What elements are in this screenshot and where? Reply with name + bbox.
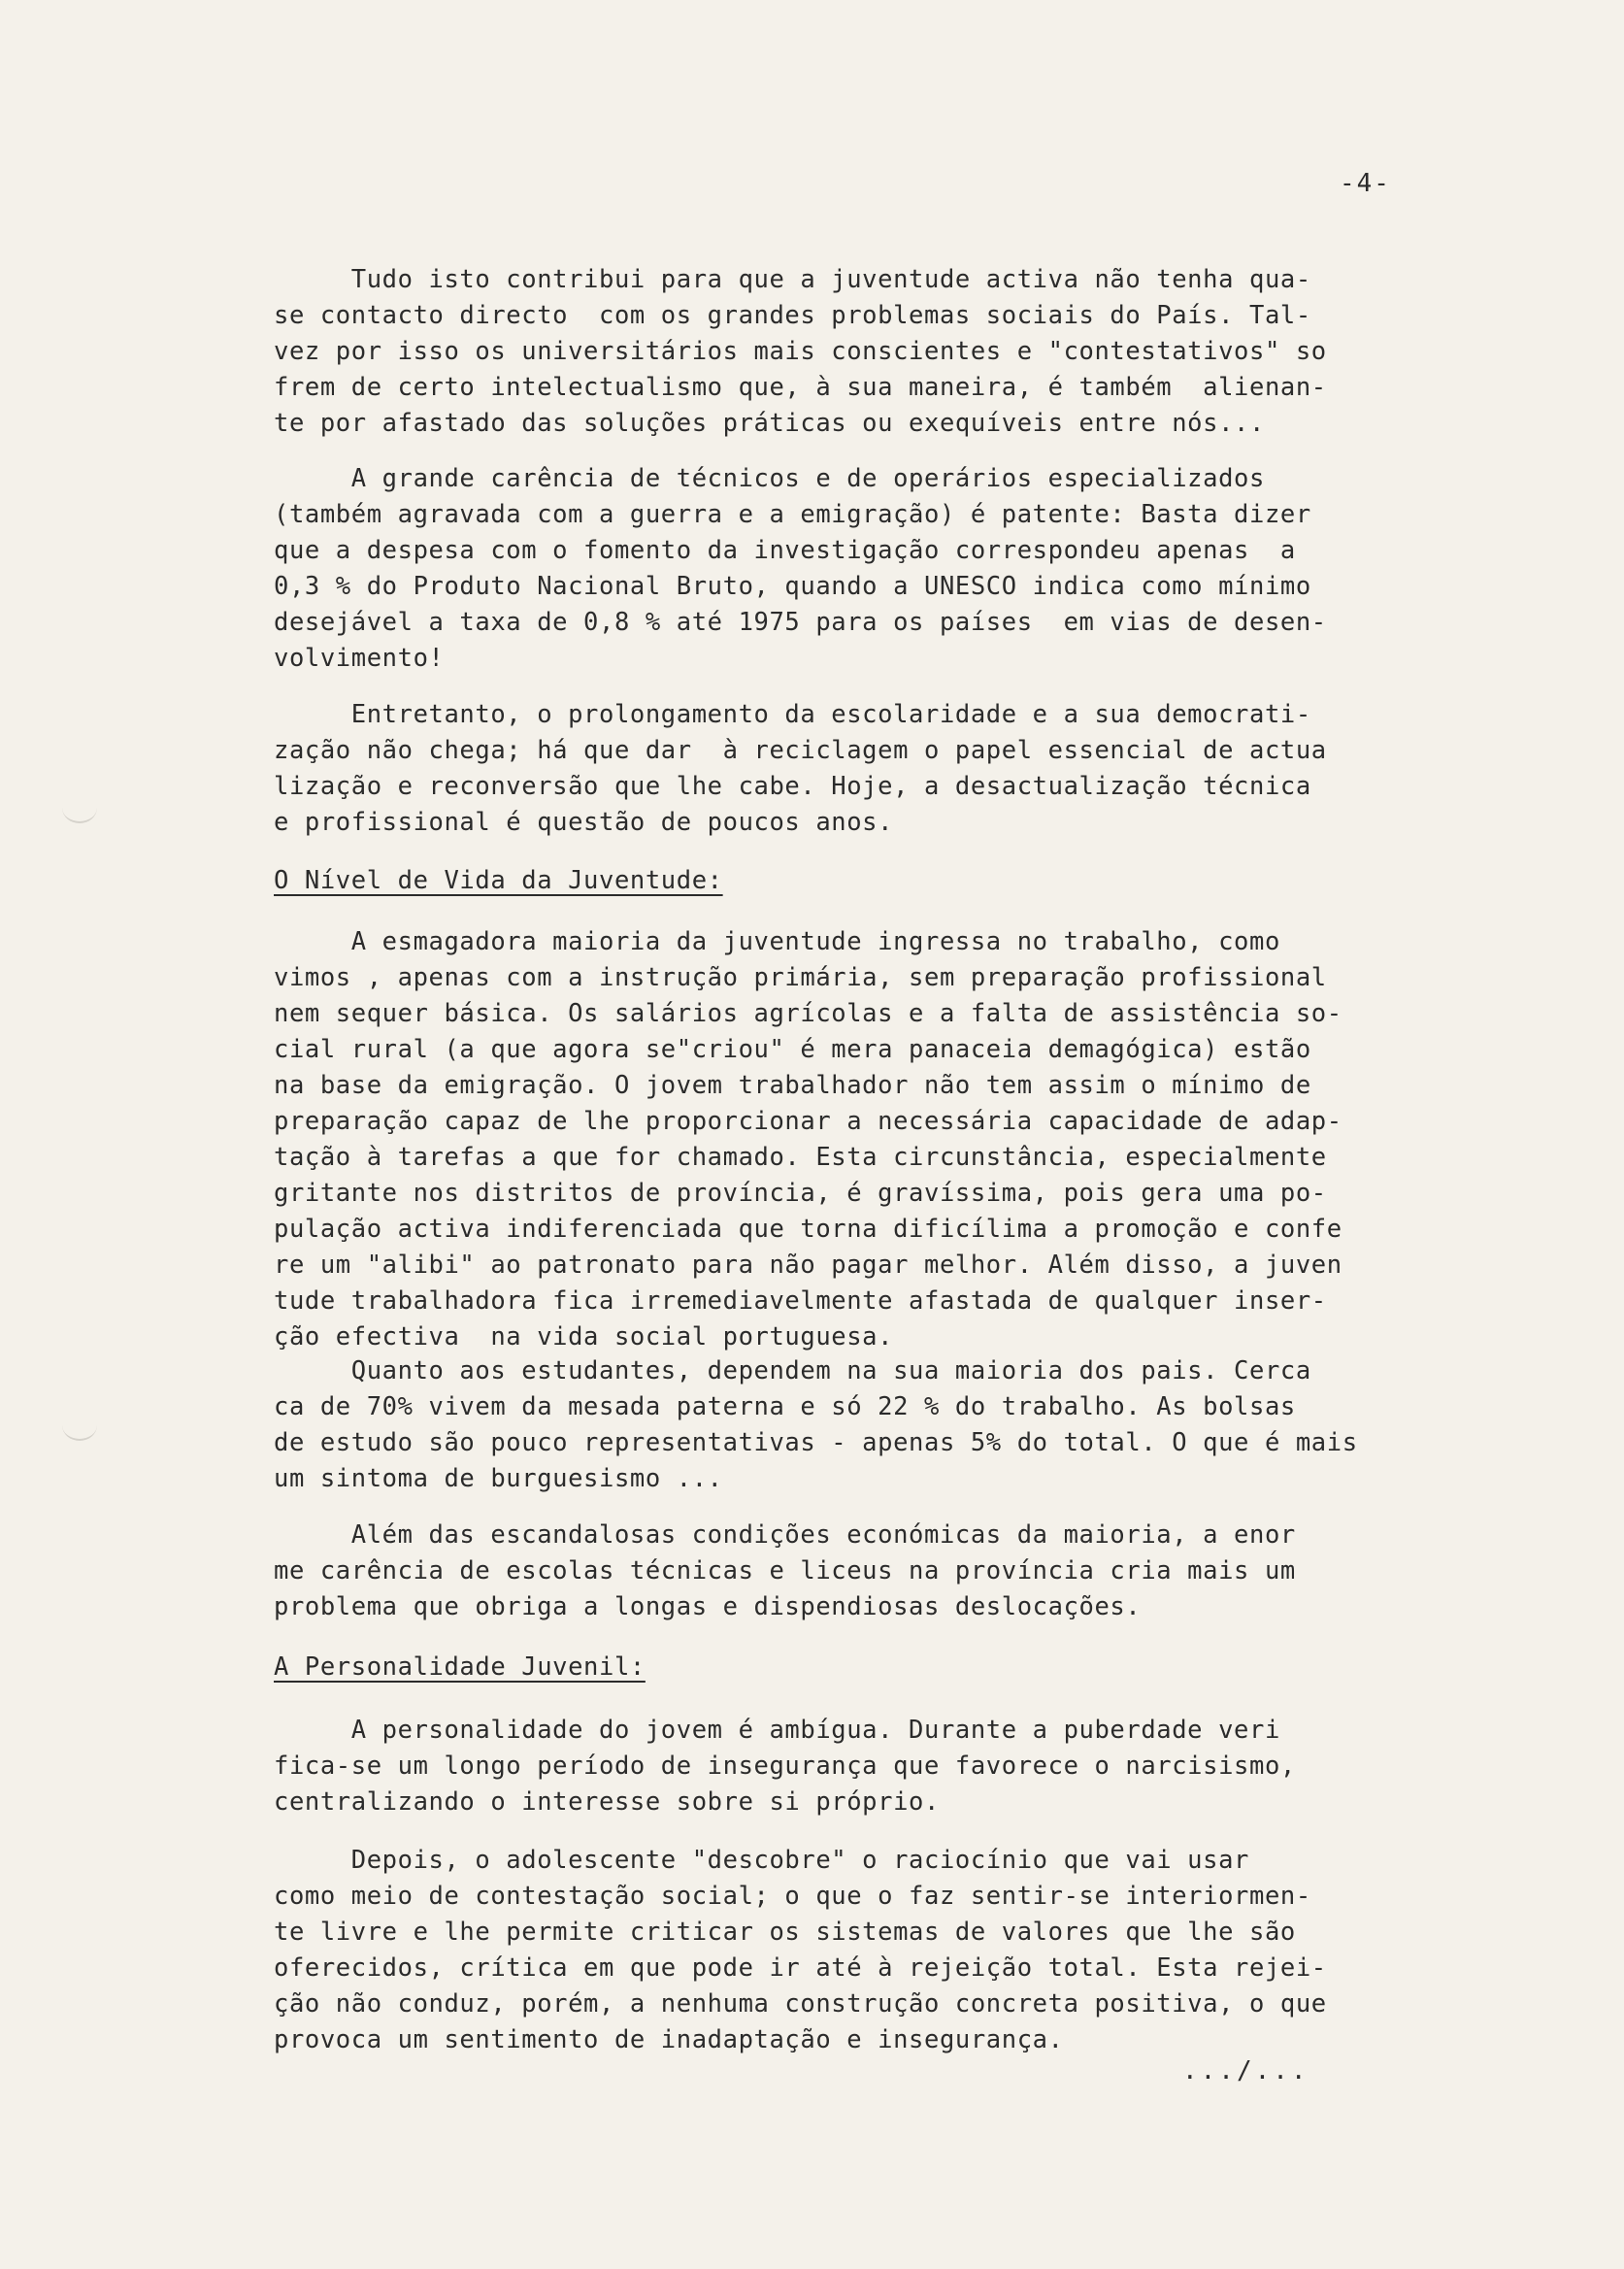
page-number: -4-	[1340, 169, 1391, 198]
paragraph-adolescente: Depois, o adolescente "descobre" o raciocínio que vai usar como meio de contestação social; o que o faz sentir-se interiormen- te livre e lhe permite criticar os sistemas de valores que lhe são oferecidos, crítica em que pode ir até à rejeição total. Esta rejei- ção não conduz, porém, a nenhuma construção concreta positiva, o que provoca um sentimento de inadaptação e insegurança.	[274, 1846, 1327, 2054]
continuation-mark: .../...	[1182, 2056, 1309, 2085]
paragraph-estudantes: Quanto aos estudantes, dependem na sua maioria dos pais. Cerca ca de 70% vivem da mesada paterna e só 22 % do trabalho. As bolsas de estudo são pouco representativas - apenas 5% do total. O que é mais um sintoma de burguesismo ...	[274, 1356, 1358, 1493]
punch-hole	[62, 1410, 97, 1441]
section-heading-nivel-de-vida: O Nível de Vida da Juventude:	[274, 866, 723, 895]
paragraph-trabalho-juventude: A esmagadora maioria da juventude ingressa no trabalho, como vimos , apenas com a instrução primária, sem preparação profissional nem sequer básica. Os salários agrícolas e a falta de assistência so- cial rural (a que agora se"criou" é mera panaceia demagógica) estão na base da emigração. O jovem trabalhador não tem assim o mínimo de preparação capaz de lhe proporcionar a necessária capacidade de adap- tação à tarefas a que for chamado. Esta circunstância, especialmente gritante nos distritos de província, é gravíssima, pois gera uma po- pulação activa indiferenciada que torna dificílima a promoção e confe re um "alibi" ao patronato para não pagar melhor. Além disso, a juven tude trabalhadora fica irremediavelmente afastada de qualquer inser- ção efectiva na vida social portuguesa.	[274, 927, 1342, 1351]
section-heading-personalidade: A Personalidade Juvenil:	[274, 1652, 646, 1682]
paragraph-condicoes-economicas: Além das escandalosas condições económicas da maioria, a enor me carência de escolas técnicas e liceus na província cria mais um problema que obriga a longas e dispendiosas deslocações.	[274, 1520, 1296, 1621]
paragraph-juventude-activa: Tudo isto contribui para que a juventude activa não tenha qua- se contacto directo com os grandes problemas sociais do País. Tal- vez por isso os universitários mais conscientes e "contestativos" so frem de certo intelectualismo que, à sua maneira, é também alienan- te por afastado das soluções práticas ou exequíveis entre nós...	[274, 265, 1327, 438]
paragraph-escolaridade: Entretanto, o prolongamento da escolaridade e a sua democrati- zação não chega; há que dar à reciclagem o papel essencial de actua lização e reconversão que lhe cabe. Hoje, a desactualização técnica e profissional é questão de poucos anos.	[274, 700, 1327, 837]
paragraph-personalidade-jovem: A personalidade do jovem é ambígua. Durante a puberdade veri fica-se um longo período de insegurança que favorece o narcisismo, centralizando o interesse sobre si próprio.	[274, 1716, 1296, 1817]
punch-hole	[62, 792, 97, 823]
paragraph-carencia-tecnicos: A grande carência de técnicos e de operários especializados (também agravada com a guerra e a emigração) é patente: Basta dizer que a despesa com o fomento da investigação correspondeu apenas a 0,3 % do Produto Nacional Bruto, quando a UNESCO indica como mínimo desejável a taxa de 0,8 % até 1975 para os países em vias de desen- volvimento!	[274, 464, 1327, 673]
